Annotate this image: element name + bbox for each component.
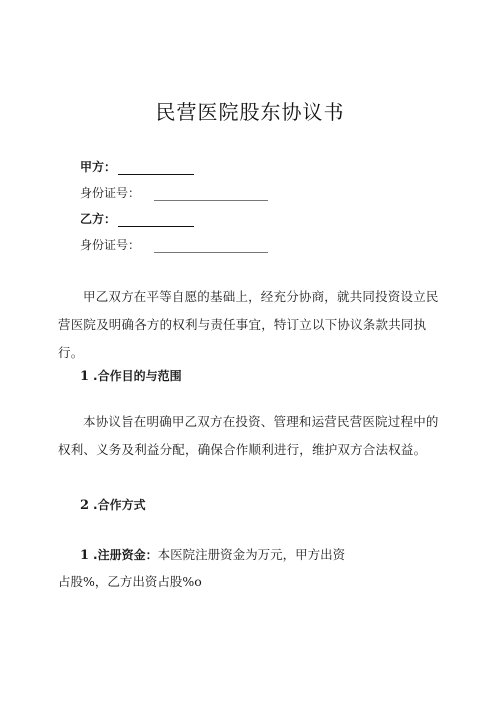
party-b-id-label: 身份证号： [80,238,141,252]
intro-paragraph: 甲乙双方在平等自愿的基础上，经充分协商，就共同投资设立民营医院及明确各方的权利与责任事宜，特订立以下协议条款共同执行。 [58,289,439,360]
section-2-item-1-text-line2: 占股%，乙方出资占股%o [58,574,202,589]
party-b-id-blank [154,240,268,253]
section-2-number: 2 [80,498,90,513]
party-a-line [80,158,194,175]
party-a-id-line [80,184,268,201]
party-a-name-blank [118,162,194,175]
party-a-id-label: 身份证号： [80,186,141,200]
party-a-label: 甲方： [80,160,117,174]
document-title: 民营医院股东协议书 [155,100,345,124]
section-1-heading [80,367,182,384]
section-2-item-1-number: 1 [80,548,90,563]
section-2-item-1 [80,545,345,563]
party-b-id-line [80,236,268,253]
section-2-item-1-continuation [58,572,202,590]
section-1-number: 1 [80,369,90,384]
section-1-title: .合作目的与范围 [93,369,182,383]
party-b-name-blank [118,214,194,227]
section-2-item-1-lead: .注册资金： [93,548,158,562]
party-b-label: 乙方： [80,212,117,226]
party-b-line [80,210,194,227]
section-1-body: 本协议旨在明确甲乙双方在投资、管理和运营民营医院过程中的权利、义务及利益分配，确保合作顺利进行，维护双方合法权益。 [58,414,439,457]
party-a-id-blank [154,188,268,201]
section-2-title: .合作方式 [93,498,146,512]
section-2-heading [80,496,146,513]
section-2-item-1-text-line1: 本医院注册资金为万元，甲方出资 [157,547,346,562]
